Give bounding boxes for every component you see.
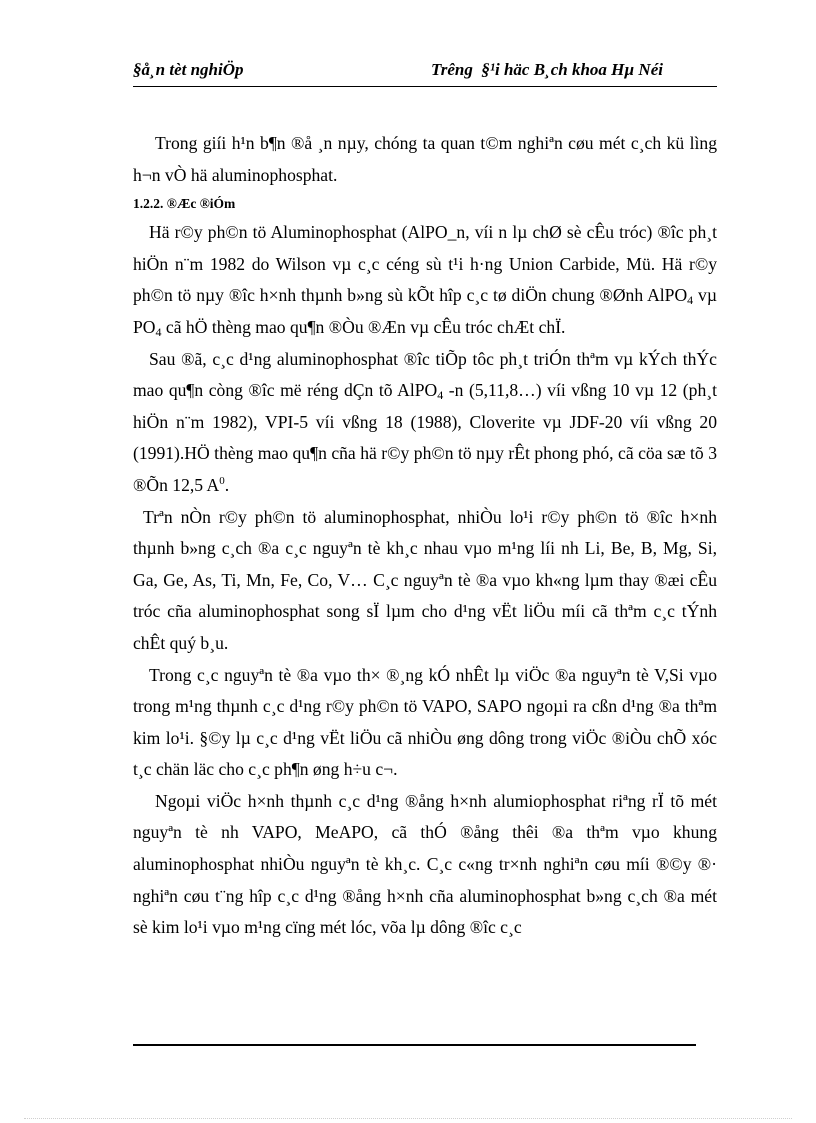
page-boundary bbox=[24, 1118, 792, 1119]
page-body bbox=[133, 128, 717, 944]
page-header bbox=[133, 58, 717, 87]
subscript: 4 bbox=[687, 293, 694, 308]
paragraph-elements: Trªn nÒn r©y ph©n tö aluminophosphat, nhiÒu lo¹i r©y ph©n tö ®îc h×nh thµnh b»ng c¸ch ®a c¸c nguyªn tè kh¸c nhau vµo m¹ng líi nh Li, Be, B, Mg, Si, Ga, Ge, As, Ti, Mn, Fe, Co, V… C¸c nguyªn tè ®a vµo kh«ng lµm thay ®æi cÊu tróc cña aluminophosphat song sÏ lµm cho d¹ng vËt liÖu míi cã thªm c¸c tÝnh chÊt quý b¸u. bbox=[133, 506, 717, 653]
paragraph-isomorphic: Ngoµi viÖc h×nh thµnh c¸c d¹ng ®ång h×nh alumiophosphat riªng rÏ tõ mét nguyªn tè nh VAPO, MeAPO, cã thÓ ®ång thêi ®a thªm vµo khung aluminophosphat nhiÒu nguyªn tè kh¸c. C¸c c«ng tr×nh nghiªn cøu míi ®©y ®· nghiªn cøu t¨ng hîp c¸c d¹ng ®ång h×nh cña aluminophosphat b»ng c¸ch ®a mét sè kim lo¹i vµo m¹ng cïng mét lóc, võa lµ dông ®îc c¸c bbox=[133, 790, 717, 938]
text-run: -n (5,11,8…) víi vßng 10 vµ 12 (ph¸t hiÖn n¨m 1982), VPI-5 víi vßng 18 (1988), Cloverite vµ JDF-20 víi vßng 20 (1991).HÖ thèng mao qu¶n cña hä r©y ph©n tö nµy rÊt phong phó, cã cöa sæ tõ 3 ®Õn 12,5 A bbox=[133, 380, 717, 495]
header-university: Trêng §¹i häc B¸ch khoa Hµ Néi bbox=[431, 60, 663, 79]
paragraph-history bbox=[133, 217, 717, 343]
subscript: 4 bbox=[437, 388, 444, 403]
text-run: _n, víi n lµ chØ sè cÊu tróc) ®îc ph¸t hiÖn n¨m 1982 do Wilson vµ c¸c céng sù t¹i h·ng Union Carbide, Mü. Hä r©y ph©n tö nµy ®îc h×nh thµnh b»ng sù kÕt hîp c¸c tø diÖn chung ®Ønh AlPO bbox=[133, 222, 717, 306]
text-run: Hä r©y ph©n tö Aluminophosphat (AlPO bbox=[149, 222, 448, 243]
text-run: vµ PO bbox=[133, 285, 717, 337]
text-run: cã hÖ thèng mao qu¶n ®Òu ®Æn vµ cÊu tróc chÆt chÏ. bbox=[161, 316, 566, 337]
header-thesis-title: §å¸n tèt nghiÖp bbox=[133, 60, 244, 79]
paragraph-vapo-sapo: Trong c¸c nguyªn tè ®a vµo th× ®¸ng kÓ nhÊt lµ viÖc ®a nguyªn tè V,Si vµo trong m¹ng thµnh c¸c d¹ng r©y ph©n tö VAPO, SAPO ngoµi ra cßn d¹ng ®a thªm kim lo¹i. §©y lµ c¸c d¹ng vËt liÖu cã nhiÒu øng dông trong viÖc ®iÒu chÕ xóc t¸c chän läc cho c¸c ph¶n øng h÷u c¬. bbox=[133, 664, 717, 780]
subscript: 4 bbox=[155, 324, 162, 339]
text-run: . bbox=[224, 474, 230, 495]
section-heading: 1.2.2. ®Æc ®iÓm bbox=[133, 196, 236, 212]
paragraph-intro: Trong giíi h¹n b¶n ®å ¸n nµy, chóng ta quan t©m nghiªn cøu mét c¸ch kü lìng h¬n vÒ hä aluminophosphat. bbox=[133, 133, 717, 185]
text-run: Sau ®ã, c¸c d¹ng aluminophosphat ®îc tiÕp tôc ph¸t triÓn thªm vµ kÝch thÝc mao qu¶n còng ®îc më réng dÇn tõ AlPO bbox=[133, 348, 717, 401]
footer-rule bbox=[133, 1044, 696, 1046]
paragraph-development bbox=[133, 344, 717, 502]
superscript: 0 bbox=[219, 474, 225, 487]
